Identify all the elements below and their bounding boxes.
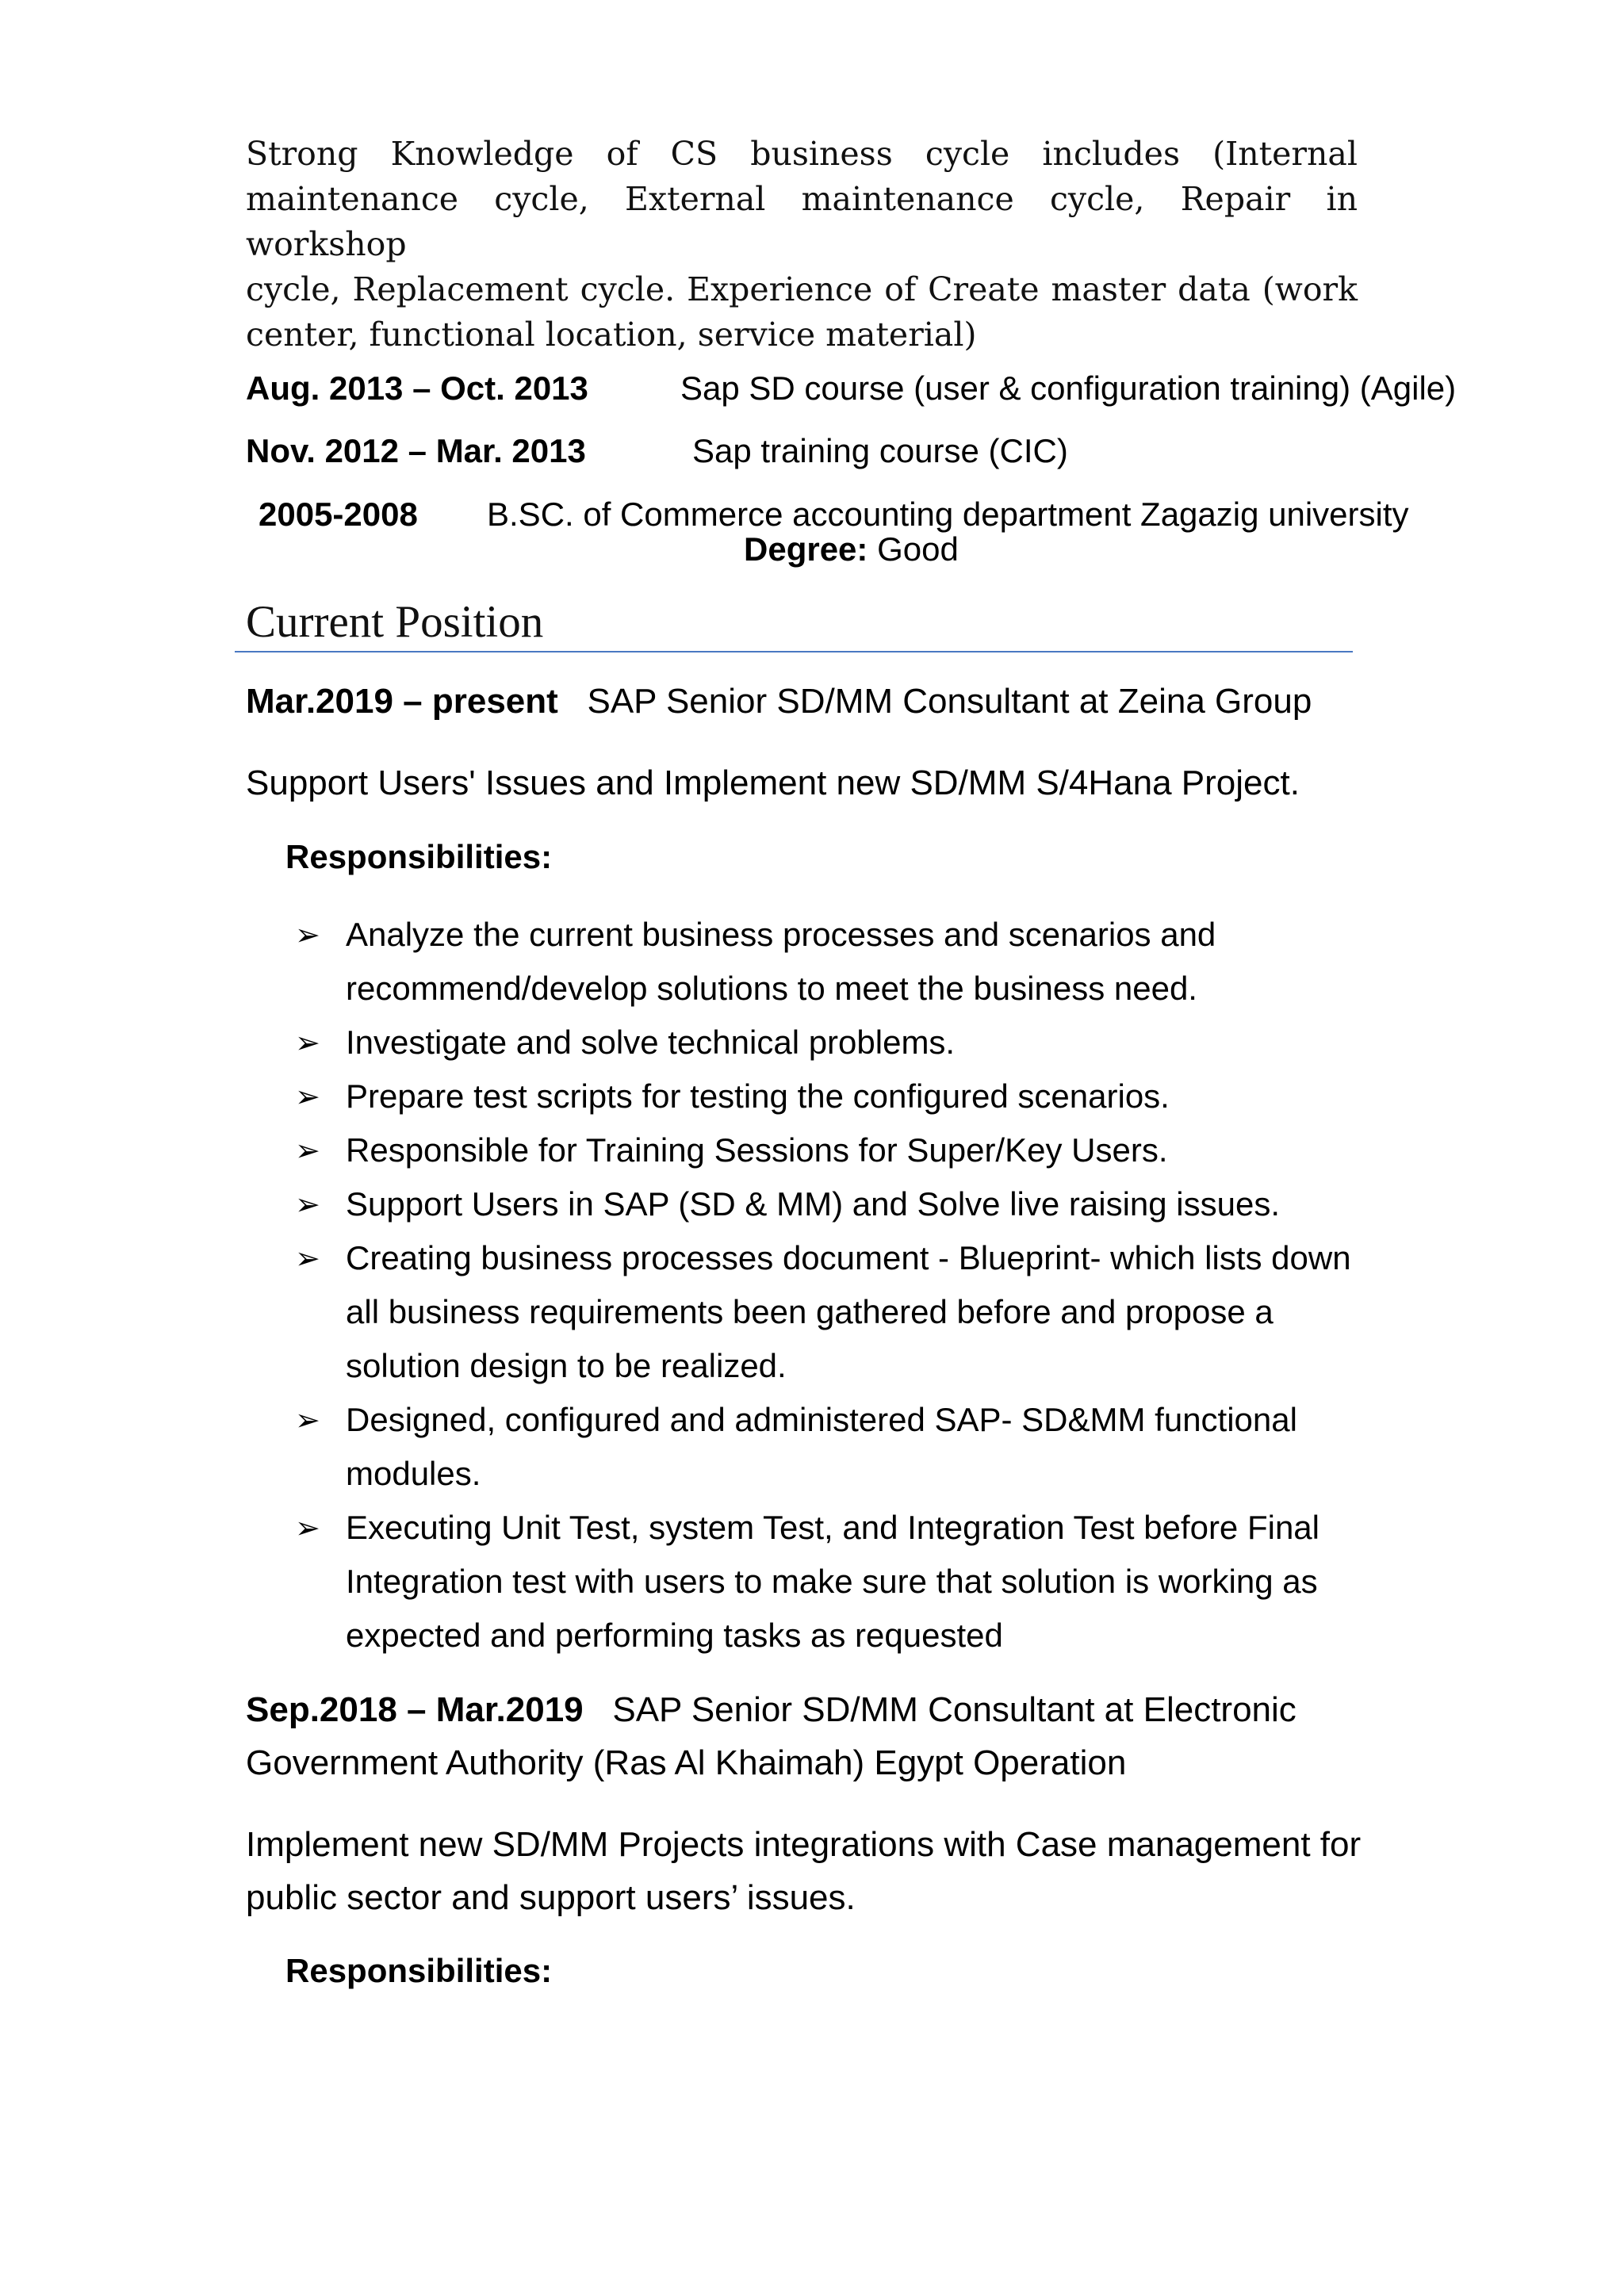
list-item: ➢ Creating business processes document - Blueprint- which lists down all business requirements been gathered before and propose a solution design to be realized.: [295, 1231, 1437, 1393]
intro-line: cycle, Replacement cycle. Experience of Create master data (work: [246, 270, 1358, 308]
education-date: 2005-2008: [259, 496, 418, 533]
arrow-bullet-icon: ➢: [295, 1402, 320, 1437]
intro-line: maintenance cycle, External maintenance cycle, Repair in workshop: [246, 180, 1358, 263]
job-title: SAP Senior SD/MM Consultant at Electronic: [612, 1690, 1297, 1729]
responsibilities-list: [295, 908, 1437, 1663]
job-date: Sep.2018 – Mar.2019: [246, 1690, 584, 1729]
education-row: [246, 369, 588, 408]
education-text: Sap SD course (user & configuration training) (Agile): [680, 369, 1457, 407]
list-item: ➢ Investigate and solve technical problems.: [295, 1016, 1437, 1070]
list-item: ➢ Executing Unit Test, system Test, and Integration Test before Final Integration test with users to make sure that solution is working as expected and performing tasks as requested: [295, 1501, 1437, 1663]
list-item: ➢ Analyze the current business processes and scenarios and recommend/develop solutions to meet the business need.: [295, 908, 1437, 1016]
job-header: [246, 682, 1312, 721]
education-text: Sap training course (CIC): [692, 432, 1068, 469]
responsibilities-heading: Responsibilities:: [285, 838, 553, 875]
education-row: [259, 496, 418, 534]
job-date: Mar.2019 – present: [246, 682, 558, 721]
responsibilities-heading: Responsibilities:: [285, 1952, 553, 1989]
section-title: Current Position: [246, 597, 544, 647]
list-item: ➢ Support Users in SAP (SD & MM) and Solve live raising issues.: [295, 1177, 1437, 1231]
list-item: ➢ Prepare test scripts for testing the configured scenarios.: [295, 1070, 1437, 1123]
arrow-bullet-icon: ➢: [295, 1079, 320, 1114]
degree-line: [744, 530, 959, 568]
arrow-bullet-icon: ➢: [295, 1510, 320, 1545]
arrow-bullet-icon: ➢: [295, 1241, 320, 1276]
job-summary-continued: public sector and support users’ issues.: [246, 1878, 856, 1917]
education-text: B.SC. of Commerce accounting department Zagazig university: [487, 496, 1409, 533]
intro-line: Strong Knowledge of CS business cycle includes (Internal: [246, 135, 1358, 173]
job-summary: Support Users' Issues and Implement new SD/MM S/4Hana Project.: [246, 763, 1300, 802]
degree-label: Degree:: [744, 530, 868, 568]
education-row: [246, 432, 586, 470]
education-date: Aug. 2013 – Oct. 2013: [246, 369, 588, 407]
degree-value: Good: [868, 530, 959, 568]
arrow-bullet-icon: ➢: [295, 1025, 320, 1060]
intro-paragraph: [246, 132, 1358, 358]
arrow-bullet-icon: ➢: [295, 1133, 320, 1168]
job-title-continued: Government Authority (Ras Al Khaimah) Egypt Operation: [246, 1743, 1127, 1782]
arrow-bullet-icon: ➢: [295, 917, 320, 952]
job-title: SAP Senior SD/MM Consultant at Zeina Group: [587, 682, 1312, 721]
section-divider: [235, 651, 1353, 652]
arrow-bullet-icon: ➢: [295, 1187, 320, 1222]
job-summary: Implement new SD/MM Projects integrations with Case management for: [246, 1825, 1362, 1864]
education-date: Nov. 2012 – Mar. 2013: [246, 432, 586, 469]
intro-line: center, functional location, service material): [246, 316, 977, 354]
list-item: ➢ Designed, configured and administered SAP- SD&MM functional modules.: [295, 1393, 1437, 1501]
list-item: ➢ Responsible for Training Sessions for Super/Key Users.: [295, 1123, 1437, 1177]
job-header: [246, 1690, 1297, 1730]
